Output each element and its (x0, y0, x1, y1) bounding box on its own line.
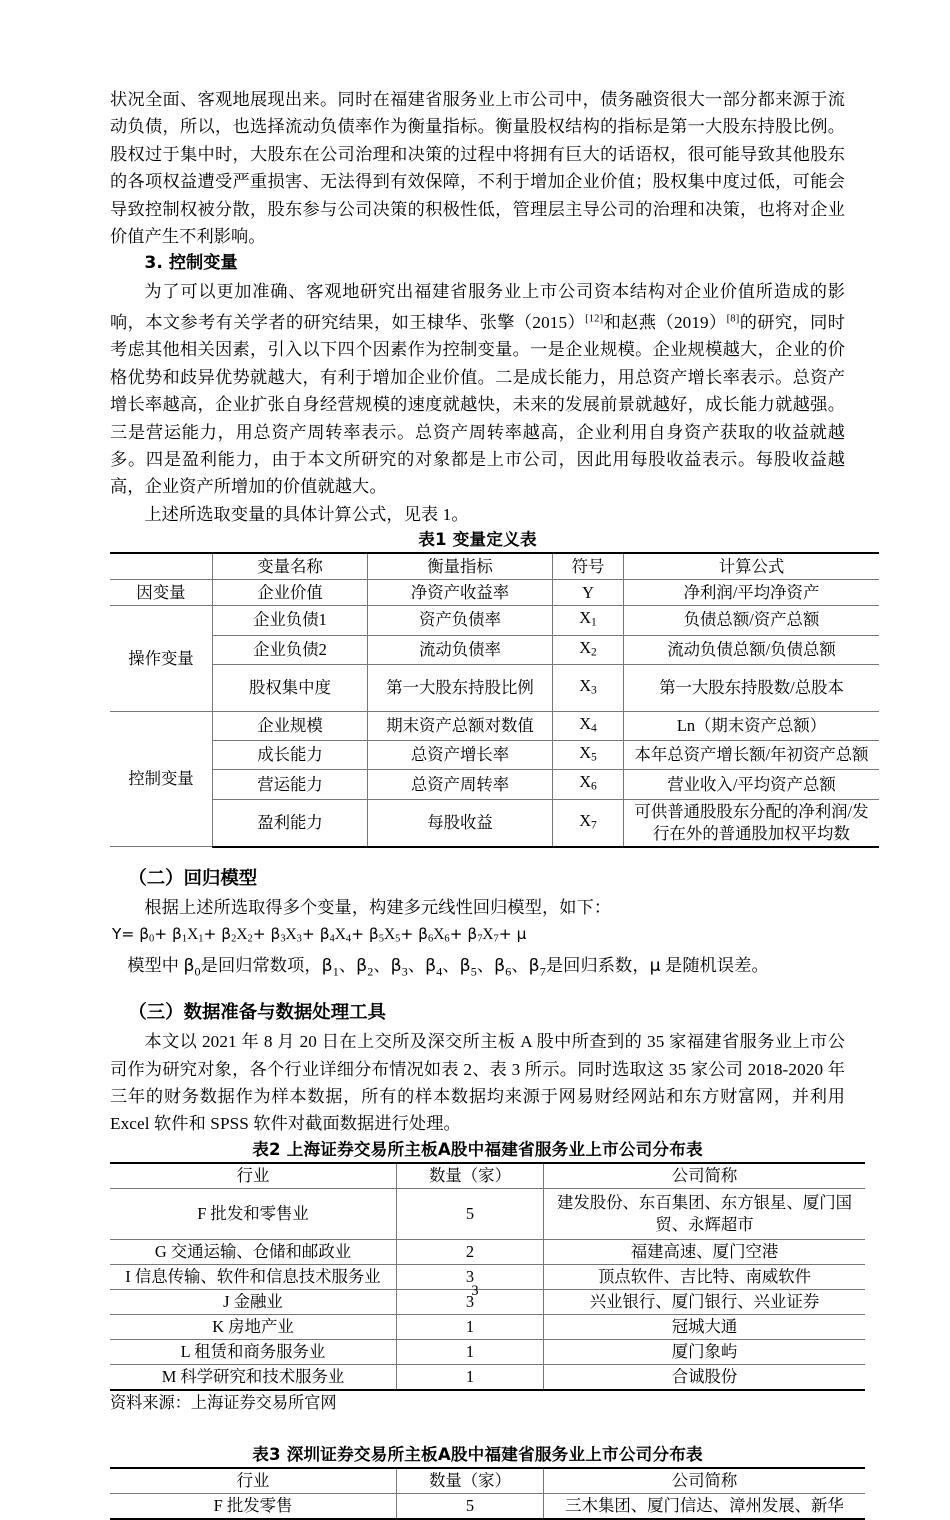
table1-header-cell (110, 553, 213, 580)
regression-equation: $Y= \beta_0+ \beta_1X_1+ \beta_2X_2+ \beta_3X_3+ \beta_4X_4+ \beta_5X_5+ \beta_6X_6+ \beta_7X_7+ \mu$ (112, 925, 527, 945)
table3-count-cell: 5 (397, 1493, 544, 1519)
table2-industry-cell: M 科学研究和技术服务业 (110, 1364, 397, 1390)
table1-symbol-cell: $X_5$ (553, 741, 624, 770)
table2-count-cell: 1 (397, 1364, 544, 1390)
paragraph-regression-intro: 根据上述所选取得多个变量，构建多元线性回归模型，如下： (144, 897, 612, 917)
table3-caption: 表3 深圳证券交易所主板A股中福建省服务业上市公司分布表 (252, 1444, 703, 1464)
table1-symbol-cell: $X_6$ (553, 770, 624, 799)
table-shanghai-listed-companies (110, 1162, 865, 1391)
table2-companies-cell: 合诚股份 (544, 1364, 866, 1390)
page-number: 3 (471, 1283, 479, 1299)
paragraph-control-variable-body (110, 278, 845, 501)
table2-count-cell: 3 (397, 1264, 544, 1289)
table1-metric-cell: 每股收益 (368, 799, 553, 847)
table3-header-cell: 公司简称 (544, 1468, 866, 1494)
table-row (110, 606, 879, 635)
table2-header-cell: 数量（家） (397, 1163, 544, 1189)
table1-formula-cell: 本年总资产增长额/年初资产总额 (624, 741, 880, 770)
table-row (110, 799, 879, 847)
paragraph-data-preparation-body: 本文以 2021 年 8 月 20 日在上交所及深交所主板 A 股中所查到的 35 家福建省服务业上市公司作为研究对象，各个行业详细分布情况如表 2、表 3 所示。同时选取这 35 家公司 2018-2020 年三年的财务数据作为样本数据，所有的样本数据均来源于网易财经网站和东方财富网，并利用 Excel 软件和 SPSS 软件对截面数据进行处理。 (110, 1032, 845, 1134)
table-row (110, 711, 879, 740)
table1-group-cell: 操作变量 (110, 606, 213, 712)
table-row (110, 770, 879, 799)
table1-header-cell: 符号 (553, 553, 624, 580)
table-row (110, 1493, 865, 1519)
table3-companies-cell: 三木集团、厦门信达、漳州发展、新华 (544, 1493, 866, 1519)
table2-industry-cell: I 信息传输、软件和信息技术服务业 (110, 1264, 397, 1289)
table2-companies-cell: 建发股份、东百集团、东方银星、厦门国贸、永辉超市 (544, 1188, 866, 1239)
table-row (110, 1314, 865, 1339)
table1-header-cell: 变量名称 (213, 553, 368, 580)
table2-industry-cell: L 租赁和商务服务业 (110, 1339, 397, 1364)
table-variable-definitions (110, 552, 879, 847)
table1-header-cell: 衡量指标 (368, 553, 553, 580)
table2-industry-cell: G 交通运输、仓储和邮政业 (110, 1239, 397, 1264)
table1-name-cell: 盈利能力 (213, 799, 368, 847)
table1-symbol-cell: $X_1$ (553, 606, 624, 635)
heading-control-variable: 3. 控制变量 (144, 253, 238, 274)
table2-header-cell: 行业 (110, 1163, 397, 1189)
table2-companies-cell: 兴业银行、厦门银行、兴业证券 (544, 1289, 866, 1314)
heading-data-preparation: （三）数据准备与数据处理工具 (128, 1002, 386, 1024)
table1-header-row (110, 553, 879, 580)
table-row (110, 1364, 865, 1390)
paragraph-regression-explanation: 模型中 $\beta_0$是回归常数项，$\beta_1$、$\beta_2$、$\beta_3$、$\beta_4$、$\beta_5$、$\beta_6$、$\beta_7$是回归系数，μ 是随机误差。 (127, 956, 769, 979)
table1-metric-cell: 资产负债率 (368, 606, 553, 635)
table2-caption: 表2 上海证券交易所主板A股中福建省服务业上市公司分布表 (252, 1139, 703, 1159)
table2-count-cell: 1 (397, 1314, 544, 1339)
table1-name-cell: 企业负债1 (213, 606, 368, 635)
table1-metric-cell: 净资产收益率 (368, 580, 553, 606)
table1-formula-cell: 净利润/平均净资产 (624, 580, 880, 606)
table2-companies-cell: 冠城大通 (544, 1314, 866, 1339)
table2-count-cell: 1 (397, 1339, 544, 1364)
table2-companies-cell: 福建高速、厦门空港 (544, 1239, 866, 1264)
table-row (110, 1239, 865, 1264)
table2-industry-cell: J 金融业 (110, 1289, 397, 1314)
table1-group-cell: 因变量 (110, 580, 213, 606)
table1-formula-cell: 流动负债总额/负债总额 (624, 635, 880, 664)
table-row (110, 580, 879, 606)
table1-metric-cell: 流动负债率 (368, 635, 553, 664)
table2-header-row (110, 1163, 865, 1189)
table1-formula-cell: Ln（期末资产总额） (624, 711, 880, 740)
table1-symbol-cell: Y (553, 580, 624, 606)
paragraph-continuation: 状况全面、客观地展现出来。同时在福建省服务业上市公司中，债务融资很大一部分都来源于流动负债，所以，也选择流动负债率作为衡量指标。衡量股权结构的指标是第一大股东持股比例。股权过于集中时，大股东在公司治理和决策的过程中将拥有巨大的话语权，很可能导致其他股东的各项权益遭受严重损害、无法得到有效保障，不利于增加企业价值；股权集中度过低，可能会导致控制权被分散，股东参与公司决策的积极性低，管理层主导公司的治理和决策，也将对企业价值产生不利影响。 (110, 90, 845, 247)
table1-group-cell: 控制变量 (110, 711, 213, 846)
table1-body (110, 553, 879, 846)
table1-formula-cell: 负债总额/资产总额 (624, 606, 880, 635)
table-row (110, 1339, 865, 1364)
table2-count-cell: 2 (397, 1239, 544, 1264)
table3-industry-cell: F 批发零售 (110, 1493, 397, 1519)
table2-industry-cell: F 批发和零售业 (110, 1188, 397, 1239)
table1-symbol-cell: $X_2$ (553, 635, 624, 664)
table1-name-cell: 企业负债2 (213, 635, 368, 664)
table2-companies-cell: 顶点软件、吉比特、南威软件 (544, 1264, 866, 1289)
table1-formula-cell: 营业收入/平均资产总额 (624, 770, 880, 799)
table1-metric-cell: 总资产增长率 (368, 741, 553, 770)
table1-caption: 表1 变量定义表 (418, 530, 537, 550)
paragraph-formula-reference: 上述所选取变量的具体计算公式，见表 1。 (144, 504, 469, 524)
table1-metric-cell: 总资产周转率 (368, 770, 553, 799)
table2-industry-cell: K 房地产业 (110, 1314, 397, 1339)
table1-name-cell: 成长能力 (213, 741, 368, 770)
table1-metric-cell: 第一大股东持股比例 (368, 664, 553, 711)
table2-source-note: 资料来源：上海证券交易所官网 (110, 1393, 337, 1412)
table2-count-cell: 3 (397, 1289, 544, 1314)
table2-count-cell: 5 (397, 1188, 544, 1239)
table1-header-cell: 计算公式 (624, 553, 880, 580)
table1-name-cell: 企业价值 (213, 580, 368, 606)
table1-symbol-cell: $X_7$ (553, 799, 624, 847)
table1-name-cell: 营运能力 (213, 770, 368, 799)
table1-metric-cell: 期末资产总额对数值 (368, 711, 553, 740)
page-content (110, 86, 869, 1520)
table3-header-cell: 数量（家） (397, 1468, 544, 1494)
table3-header-row (110, 1468, 865, 1494)
table1-name-cell: 股权集中度 (213, 664, 368, 711)
table1-formula-cell: 第一大股东持股数/总股本 (624, 664, 880, 711)
paragraph-control-variable-text: 为了可以更加准确、客观地研究出福建省服务业上市公司资本结构对企业价值所造成的影响，本文参考有关学者的研究结果，如王棣华、张擎（2015）[12]和赵燕（2019）[8]的研究，同时考虑其他相关因素，引入以下四个因素作为控制变量。一是企业规模。企业规模越大，企业的价格优势和歧异优势就越大，有利于增加企业价值。二是成长能力，用总资产增长率表示。总资产增长率越高，企业扩张自身经营规模的速度就越快，未来的发展前景就越好，成长能力就越强。三是营运能力，用总资产周转率表示。总资产周转率越高，企业利用自身资产获取的收益就越多。四是盈利能力，由于本文所研究的对象都是上市公司，因此用每股收益表示。每股收益越高，企业资产所增加的价值就越大。 (110, 281, 845, 497)
table2-header-cell: 公司简称 (544, 1163, 866, 1189)
table-row (110, 1188, 865, 1239)
table3-header-cell: 行业 (110, 1468, 397, 1494)
table2-companies-cell: 厦门象屿 (544, 1339, 866, 1364)
table-row (110, 635, 879, 664)
table-row (110, 664, 879, 711)
table1-symbol-cell: $X_4$ (553, 711, 624, 740)
table-row (110, 741, 879, 770)
table3-body (110, 1468, 865, 1519)
table1-symbol-cell: $X_3$ (553, 664, 624, 711)
table-shenzhen-listed-companies (110, 1467, 865, 1520)
heading-regression-model: （二）回归模型 (128, 867, 258, 889)
table1-formula-cell: 可供普通股股东分配的净利润/发行在外的普通股加权平均数 (624, 799, 880, 847)
table1-name-cell: 企业规模 (213, 711, 368, 740)
table2-body (110, 1163, 865, 1390)
